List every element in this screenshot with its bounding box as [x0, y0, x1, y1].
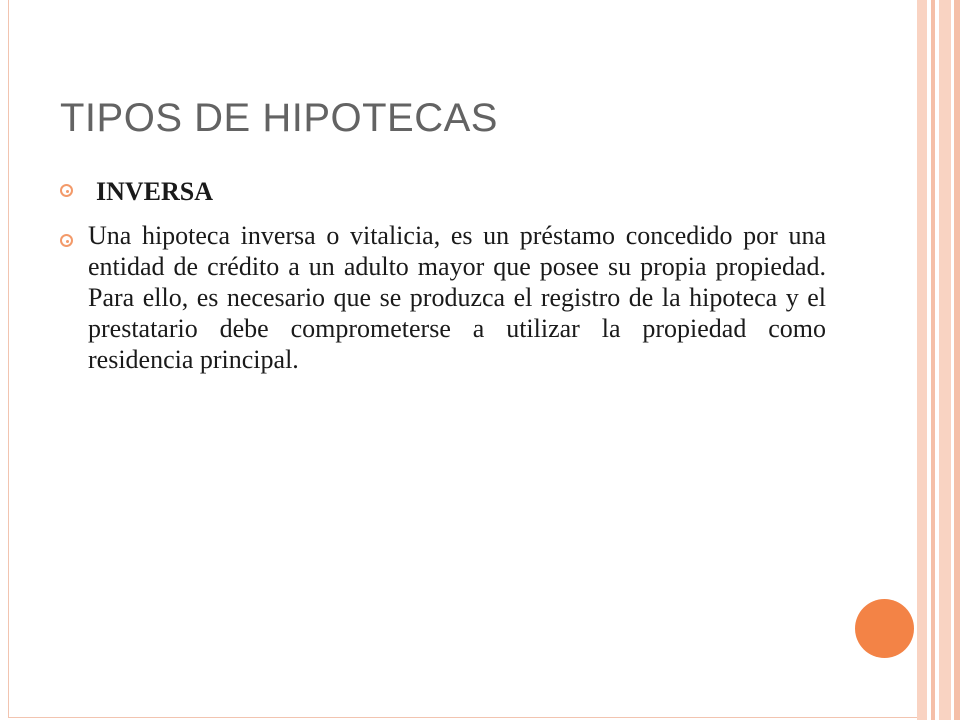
side-bar	[917, 0, 927, 720]
decorative-side-bars	[917, 0, 960, 720]
bullet-list	[60, 172, 826, 383]
slide-title: TIPOS DE HIPOTECAS	[60, 96, 498, 140]
bullet-item-heading	[60, 172, 826, 212]
circle-bullet-icon	[60, 234, 73, 247]
side-bar	[931, 0, 935, 720]
circle-bullet-icon	[60, 184, 73, 197]
side-bar	[954, 0, 960, 720]
bullet-paragraph-text: Una hipoteca inversa o vitalicia, es un préstamo concedido por una entidad de crédito a un adulto mayor que posee su propia propiedad. Para ello, es necesario que se produzca el registro de la hipoteca y el prestatario debe comprometerse a utilizar la propiedad como residencia principal.	[88, 221, 826, 374]
side-bar	[939, 0, 951, 720]
bullet-heading-text: INVERSA	[96, 177, 214, 206]
bullet-item-paragraph	[60, 220, 826, 375]
orange-circle-icon	[855, 599, 914, 658]
